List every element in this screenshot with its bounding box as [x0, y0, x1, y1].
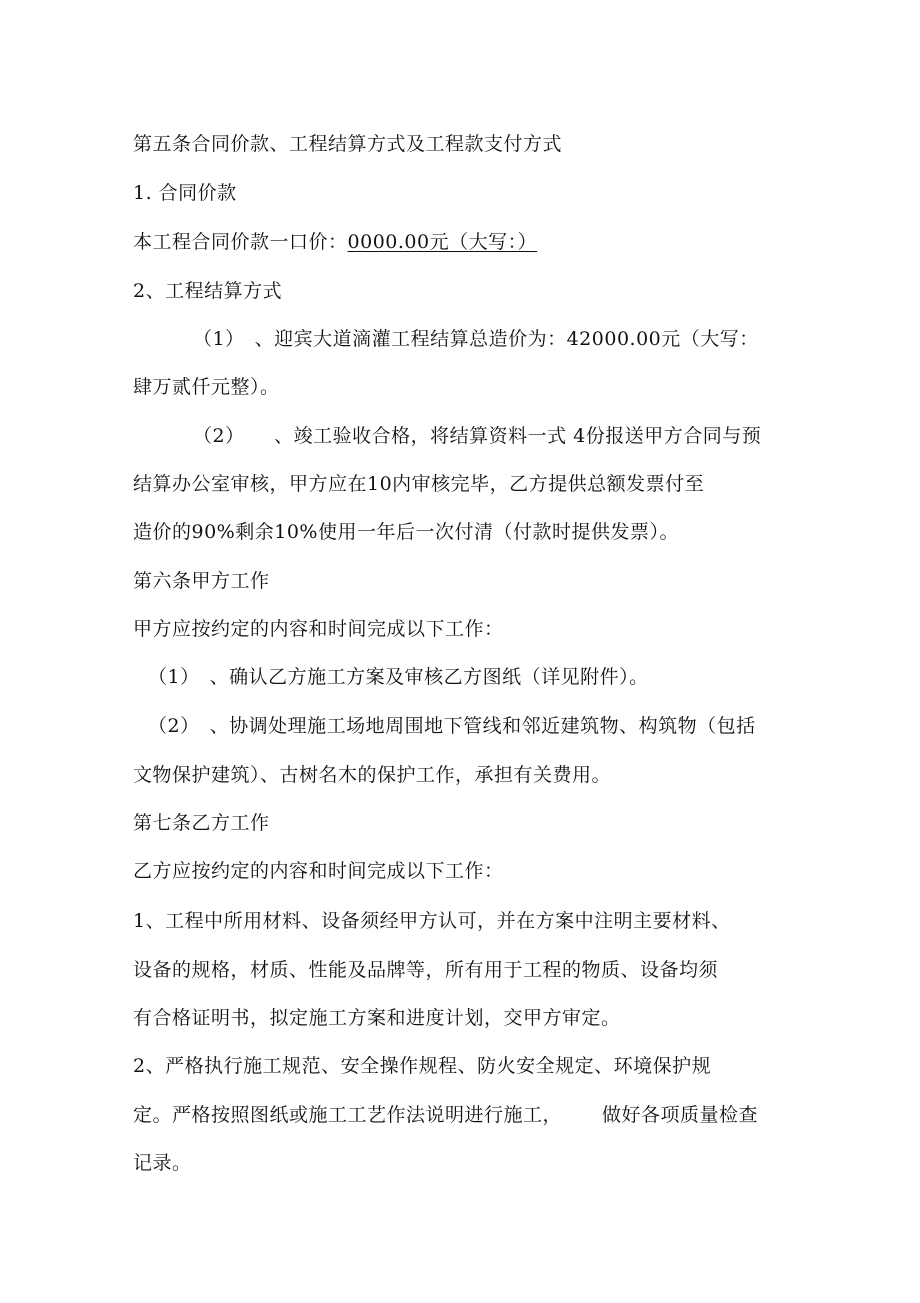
section-1-heading: 1. 合同价款 [133, 182, 237, 204]
settlement-item-2-line-3: 造价的90%剩余10%使用一年后一次付清（付款时提供发票）。 [133, 521, 679, 543]
article-6-intro: 甲方应按约定的内容和时间完成以下工作： [133, 618, 504, 640]
party-b-item-2-line-2 [133, 1103, 758, 1127]
party-a-item-1: （1） 、确认乙方施工方案及审核乙方图纸（详见附件）。 [148, 666, 649, 688]
contract-price-line [133, 230, 537, 254]
party-b-item-2-line-2b: 做好各项质量检查 [602, 1104, 759, 1126]
contract-price-value: 0000.00元（大写：） [347, 231, 538, 253]
party-b-item-2-line-3: 记录。 [133, 1152, 192, 1174]
party-a-item-2-line-1: （2） 、协调处理施工场地周围地下管线和邻近建筑物、构筑物（包括 [148, 715, 756, 737]
settlement-item-2-line-2: 结算办公室审核，甲方应在10内审核完毕，乙方提供总额发票付至 [133, 473, 705, 495]
article-5-title: 第五条合同价款、工程结算方式及工程款支付方式 [133, 133, 563, 155]
party-b-item-2-line-2a: 定。严格按照图纸或施工工艺作法说明进行施工， [133, 1104, 563, 1126]
section-2-heading: 2、工程结算方式 [133, 280, 283, 302]
article-7-title: 第七条乙方工作 [133, 812, 270, 834]
party-b-item-2-line-1: 2、严格执行施工规范、安全操作规程、防火安全规定、环境保护规 [133, 1055, 712, 1077]
party-b-item-1-line-3: 有合格证明书，拟定施工方案和进度计划，交甲方审定。 [133, 1007, 621, 1029]
settlement-item-1-line-2: 肆万贰仟元整）。 [133, 376, 280, 398]
party-b-item-1-line-2: 设备的规格，材质、性能及品牌等，所有用于工程的物质、设备均须 [133, 959, 719, 981]
article-7-intro: 乙方应按约定的内容和时间完成以下工作： [133, 860, 504, 882]
settlement-item-2-line-1: （2） 、竣工验收合格，将结算资料一式 4份报送甲方合同与预 [193, 425, 762, 447]
party-b-item-1-line-1: 1、工程中所用材料、设备须经甲方认可，并在方案中注明主要材料、 [133, 910, 731, 932]
party-a-item-2-line-2: 文物保护建筑）、古树名木的保护工作，承担有关费用。 [133, 764, 612, 786]
settlement-item-1-line-1: （1） 、迎宾大道滴灌工程结算总造价为：42000.00元（大写： [193, 328, 759, 350]
contract-price-label: 本工程合同价款一口价： [133, 231, 348, 253]
article-6-title: 第六条甲方工作 [133, 570, 270, 592]
